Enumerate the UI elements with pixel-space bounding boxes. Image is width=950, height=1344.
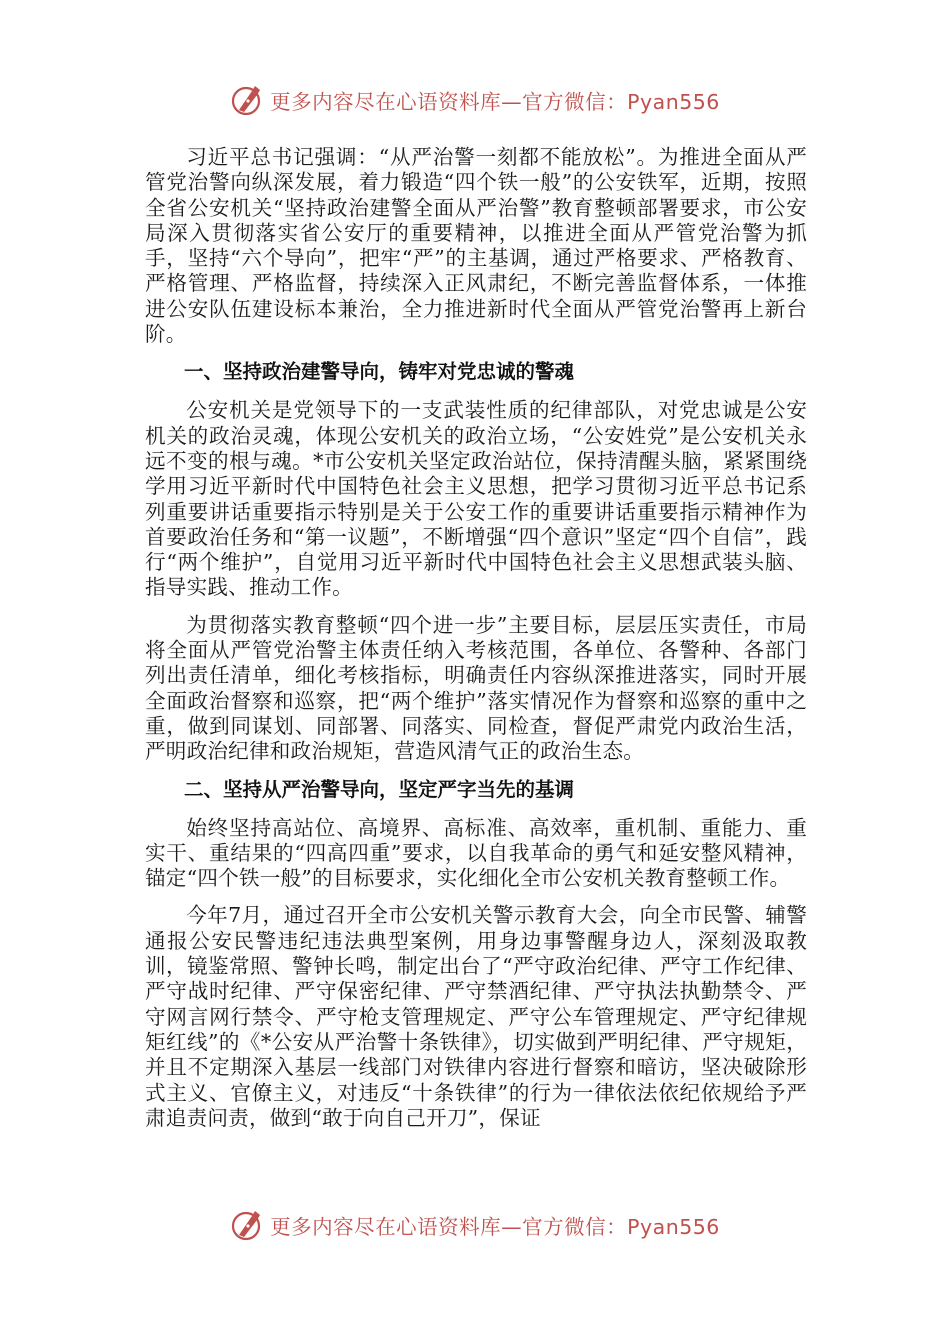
paragraph-2: 公安机关是党领导下的一支武装性质的纪律部队，对党忠诚是公安机关的政治灵魂，体现公安机关的政治立场，“公安姓党”是公安机关永远不变的根与魂。*市公安机关坚定政治站位，保持清醒头脑，紧紧围绕学用习近平新时代中国特色社会主义思想，把学习贯彻习近平总书记系列重要讲话重要指示特别是关于公安工作的重要讲话重要指示精神作为首要政治任务和“第一议题”，不断增强“四个意识”坚定“四个自信”，践行“两个维护”，自觉用习近平新时代中国特色社会主义思想武装头脑、指导实践、推动工作。 [145, 398, 807, 600]
header-watermark [0, 83, 950, 117]
document-body [145, 145, 807, 1143]
pen-nib-logo-icon [230, 1208, 264, 1242]
paragraph-4: 始终坚持高站位、高境界、高标准、高效率，重机制、重能力、重实干、重结果的“四高四重”要求，以自我革命的勇气和延安整风精神，锚定“四个铁一般”的目标要求，实化细化全市公安机关教育整顿工作。 [145, 815, 807, 891]
watermark-text: 更多内容尽在心语资料库—官方微信：Pyan556 [270, 90, 720, 114]
footer-watermark [0, 1208, 950, 1242]
paragraph-intro: 习近平总书记强调：“从严治警一刻都不能放松”。为推进全面从严管党治警向纵深发展，着力锻造“四个铁一般”的公安铁军，近期，按照全省公安机关“坚持政治建警全面从严治警”教育整顿部署要求，市公安局深入贯彻落实省公安厅的重要精神，以推进全面从严管党治警为抓手，坚持“六个导向”，把牢“严”的主基调，通过严格要求、严格教育、严格管理、严格监督，持续深入正风肃纪，不断完善监督体系，一体推进公安队伍建设标本兼治，全力推进新时代全面从严管党治警再上新台阶。 [145, 145, 807, 347]
paragraph-3: 为贯彻落实教育整顿“四个进一步”主要目标，层层压实责任，市局将全面从严管党治警主体责任纳入考核范围，各单位、各警种、各部门列出责任清单，细化考核指标，明确责任内容纵深推进落实，同时开展全面政治督察和巡察，把“两个维护”落实情况作为督察和巡察的重中之重，做到同谋划、同部署、同落实、同检查，督促严肃党内政治生活，严明政治纪律和政治规矩，营造风清气正的政治生态。 [145, 612, 807, 764]
paragraph-5: 今年7月，通过召开全市公安机关警示教育大会，向全市民警、辅警通报公安民警违纪违法典型案例，用身边事警醒身边人，深刻汲取教训，镜鉴常照、警钟长鸣，制定出台了“严守政治纪律、严守工作纪律、严守战时纪律、严守保密纪律、严守禁酒纪律、严守执法执勤禁令、严守网言网行禁令、严守枪支管理规定、严守公车管理规定、严守纪律规矩红线”的《*公安从严治警十条铁律》，切实做到严明纪律、严守规矩，并且不定期深入基层一线部门对铁律内容进行督察和暗访，坚决破除形式主义、官僚主义，对违反“十条铁律”的行为一律依法依纪依规给予严肃追责问责，做到“敢于向自己开刀”，保证 [145, 903, 807, 1130]
section-heading-2: 二、坚持从严治警导向，坚定严字当先的基调 [184, 777, 575, 801]
pen-nib-logo-icon [230, 83, 264, 117]
section-heading-1: 一、坚持政治建警导向，铸牢对党忠诚的警魂 [184, 360, 575, 384]
watermark-text: 更多内容尽在心语资料库—官方微信：Pyan556 [270, 1215, 720, 1239]
